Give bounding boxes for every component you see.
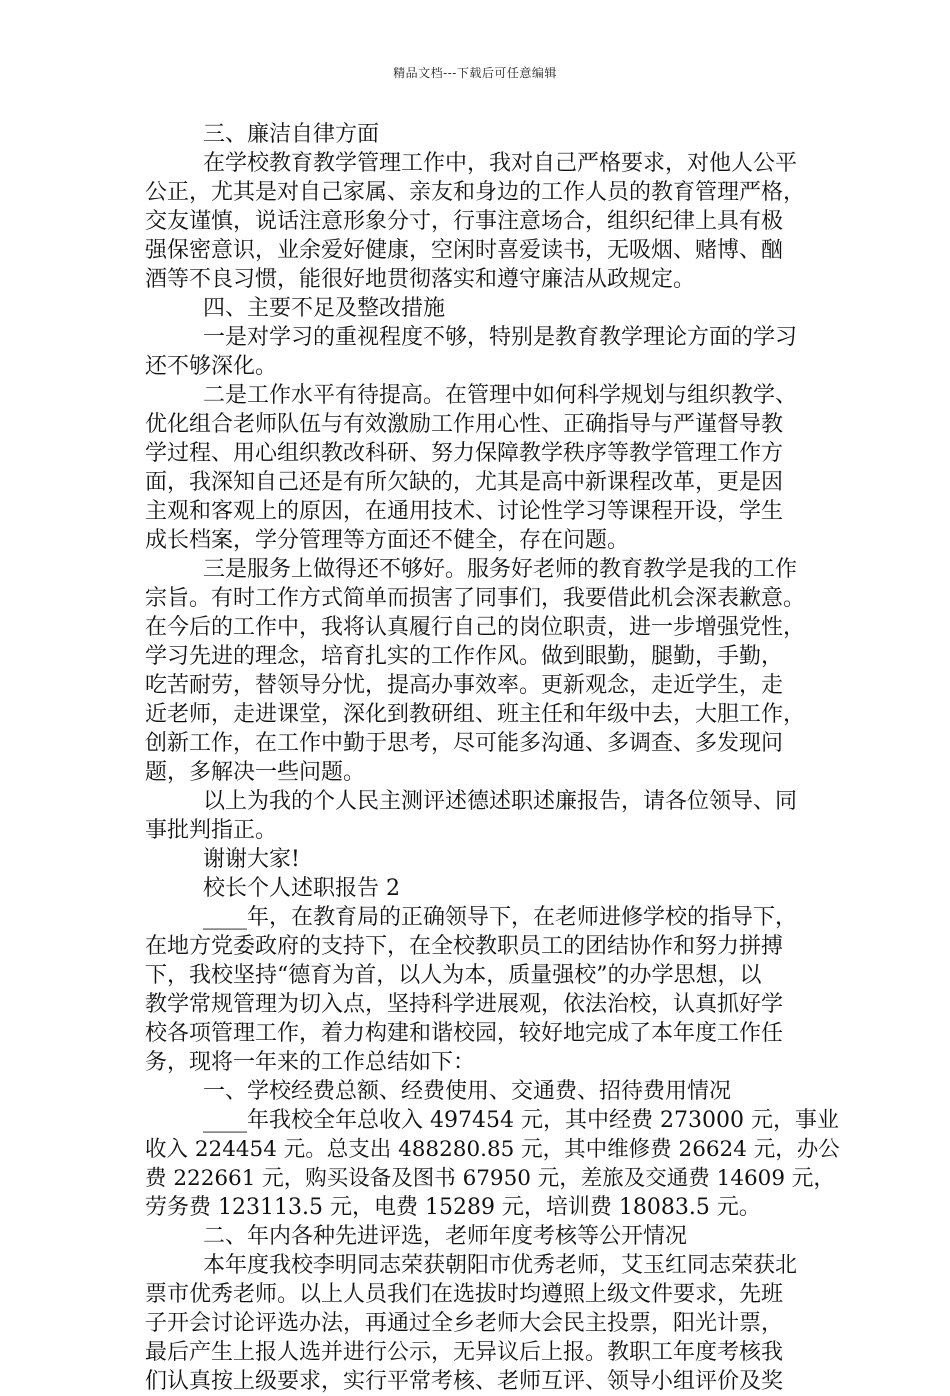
text-line: 一是对学习的重视程度不够，特别是教育教学理论方面的学习: [203, 325, 798, 350]
text-line: 还不够深化。: [145, 354, 278, 379]
document-body: [145, 120, 840, 1396]
text-line: 二、年内各种先进评选，老师年度考核等公开情况: [203, 1224, 688, 1249]
text-line: 成长档案，学分管理等方面还不健全，存在问题。: [145, 528, 630, 553]
text-line: 创新工作，在工作中勤于思考，尽可能多沟通、多调查、多发现问: [145, 731, 784, 756]
text-line: 强保密意识，业余爱好健康，空闲时喜爱读书，无吸烟、赌博、酗: [145, 238, 784, 263]
text-line: 下，我校坚持“德育为首，以人为本，质量强校”的办学思想，以: [145, 963, 762, 988]
text-line: 面，我深知自己还是有所欠缺的，尤其是高中新课程改革，更是因: [145, 470, 784, 495]
text-line: 学习先进的理念，培育扎实的工作作风。做到眼勤，腿勤，手勤，: [145, 644, 784, 669]
text-line: 酒等不良习惯，能很好地贯彻落实和遵守廉洁从政规定。: [145, 267, 696, 292]
text-line: 交友谨慎，说话注意形象分寸，行事注意场合，组织纪律上具有极: [145, 209, 784, 234]
text-line: 校各项管理工作，着力构建和谐校园，较好地完成了本年度工作任: [145, 1021, 784, 1046]
text-line: 宗旨。有时工作方式简单而损害了同事们，我要借此机会深表歉意。: [145, 586, 806, 611]
text-line: 收入 224454 元。总支出 488280.85 元，其中维修费 26624 元，办公: [145, 1137, 840, 1162]
text-line: ____年我校全年总收入 497454 元，其中经费 273000 元，事业: [203, 1108, 839, 1133]
text-line: 一、学校经费总额、经费使用、交通费、招待费用情况: [203, 1079, 732, 1104]
text-line: 三是服务上做得还不够好。服务好老师的教育教学是我的工作: [203, 557, 798, 582]
text-line: 教学常规管理为切入点，坚持科学进展观，依法治校，认真抓好学: [145, 992, 784, 1017]
text-line: 主观和客观上的原因，在通用技术、讨论性学习等课程开设，学生: [145, 499, 784, 524]
text-line: 劳务费 123113.5 元，电费 15289 元，培训费 18083.5 元。: [145, 1195, 761, 1220]
text-line: 以上为我的个人民主测评述德述职述廉报告，请各位领导、同: [203, 789, 798, 814]
text-line: 学过程、用心组织教改科研、努力保障教学秩序等教学管理工作方: [145, 441, 784, 466]
text-line: 事批判指正。: [145, 818, 278, 843]
text-line: 在地方党委政府的支持下，在全校教职员工的团结协作和努力拼搏: [145, 934, 784, 959]
text-line: 本年度我校李明同志荣获朝阳市优秀老师，艾玉红同志荣获北: [203, 1253, 798, 1278]
text-line: 票市优秀老师。以上人员我们在选拔时均遵照上级文件要求，先班: [145, 1282, 784, 1307]
text-line: 务，现将一年来的工作总结如下：: [145, 1050, 476, 1075]
text-line: 校长个人述职报告 2: [203, 876, 400, 901]
text-line: 四、主要不足及整改措施: [203, 296, 446, 321]
text-line: 三、廉洁自律方面: [203, 122, 380, 147]
text-line: 近老师，走进课堂，深化到教研组、班主任和年级中去，大胆工作，: [145, 702, 806, 727]
text-line: 题，多解决一些问题。: [145, 760, 366, 785]
text-line: 公正，尤其是对自己家属、亲友和身边的工作人员的教育管理严格，: [145, 180, 806, 205]
text-line: 优化组合老师队伍与有效激励工作用心性、正确指导与严谨督导教: [145, 412, 784, 437]
text-line: 二是工作水平有待提高。在管理中如何科学规划与组织教学、: [203, 383, 798, 408]
page-header: 精品文档---下载后可任意编辑: [393, 66, 557, 80]
text-line: 费 222661 元，购买设备及图书 67950 元，差旅及交通费 14609 元，: [145, 1166, 835, 1191]
text-line: 在今后的工作中，我将认真履行自己的岗位职责，进一步增强党性，: [145, 615, 806, 640]
text-line: 最后产生上报人选并进行公示，无异议后上报。教职工年度考核我: [145, 1340, 784, 1365]
text-line: 们认真按上级要求，实行平常考核、老师互评、领导小组评价及奖: [145, 1369, 784, 1394]
text-line: 在学校教育教学管理工作中，我对自己严格要求，对他人公平: [203, 151, 798, 176]
text-line: ____年，在教育局的正确领导下，在老师进修学校的指导下，: [203, 905, 798, 930]
text-line: 谢谢大家!: [203, 847, 300, 872]
text-line: 吃苦耐劳，替领导分忧，提高办事效率。更新观念，走近学生，走: [145, 673, 784, 698]
text-line: 子开会讨论评选办法，再通过全乡老师大会民主投票，阳光计票，: [145, 1311, 784, 1336]
